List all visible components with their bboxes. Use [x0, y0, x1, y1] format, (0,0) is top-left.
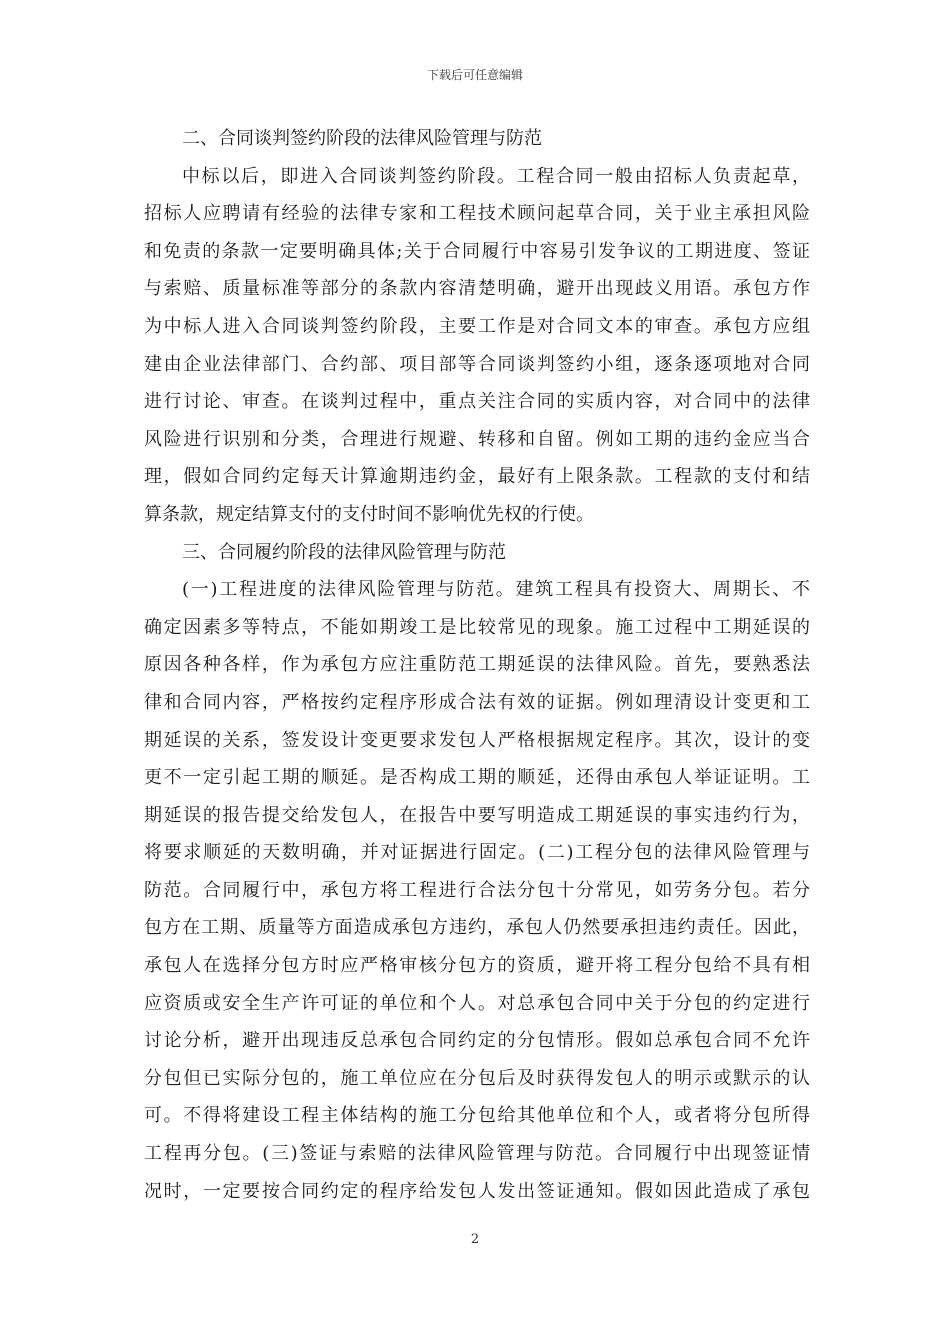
text-line: (一)工程进度的法律风险管理与防范。建筑工程具有投资大、周期长、不 — [182, 579, 810, 601]
text-line: 确定因素多等特点，不能如期竣工是比较常见的现象。施工过程中工期延误的 — [144, 616, 810, 638]
text-line: 三、合同履约阶段的法律风险管理与防范 — [182, 541, 506, 563]
text-line: 律和合同内容，严格按约定程序形成合法有效的证据。例如理清设计变更和工 — [144, 691, 810, 713]
text-line: 防范。合同履行中，承包方将工程进行合法分包十分常见，如劳务分包。若分 — [144, 879, 810, 901]
page-number: 2 — [470, 1232, 480, 1247]
text-line: 期延误的报告提交给发包人，在报告中要写明造成工期延误的事实违约行为， — [144, 804, 810, 826]
text-line: 更不一定引起工期的顺延。是否构成工期的顺延，还得由承包人举证证明。工 — [144, 767, 810, 789]
text-line: 进行讨论、审查。在谈判过程中，重点关注合同的实质内容，对合同中的法律 — [144, 391, 810, 413]
text-line: 算条款，规定结算支付的支付时间不影响优先权的行使。 — [144, 503, 594, 525]
text-line: 分包但已实际分包的，施工单位应在分包后及时获得发包人的明示或默示的认 — [144, 1067, 810, 1089]
text-line: 二、合同谈判签约阶段的法律风险管理与防范 — [182, 128, 542, 149]
text-line: 中标以后，即进入合同谈判签约阶段。工程合同一般由招标人负责起草， — [182, 165, 810, 187]
text-line: 承包人在选择分包方时应严格审核分包方的资质，避开将工程分包给不具有相 — [144, 955, 810, 977]
text-line: 招标人应聘请有经验的法律专家和工程技术顾问起草合同，关于业主承担风险 — [144, 203, 810, 225]
text-line: 将要求顺延的天数明确，并对证据进行固定。(二)工程分包的法律风险管理与 — [144, 842, 810, 864]
text-line: 况时，一定要按合同约定的程序给发包人发出签证通知。假如因此造成了承包 — [144, 1180, 810, 1202]
text-line: 原因各种各样，作为承包方应注重防范工期延误的法律风险。首先，要熟悉法 — [144, 654, 810, 676]
text-line: 期延误的关系，签发设计变更要求发包人严格根据规定程序。其次，设计的变 — [144, 729, 810, 751]
page-header: 下载后可任意编辑 — [426, 68, 523, 82]
text-line: 建由企业法律部门、合约部、项目部等合同谈判签约小组，逐条逐项地对合同 — [144, 353, 810, 375]
text-line: 和免责的条款一定要明确具体;关于合同履行中容易引发争议的工期进度、签证 — [144, 240, 810, 262]
text-line: 包方在工期、质量等方面造成承包方违约，承包人仍然要承担违约责任。因此， — [144, 917, 810, 939]
text-line: 为中标人进入合同谈判签约阶段，主要工作是对合同文本的审查。承包方应组 — [144, 315, 810, 337]
text-line: 可。不得将建设工程主体结构的施工分包给其他单位和个人，或者将分包所得 — [144, 1105, 810, 1127]
text-line: 与索赔、质量标准等部分的条款内容清楚明确，避开出现歧义用语。承包方作 — [144, 278, 810, 300]
text-line: 讨论分析，避开出现违反总承包合同约定的分包情形。假如总承包合同不允许 — [144, 1030, 810, 1052]
text-line: 风险进行识别和分类，合理进行规避、转移和自留。例如工期的违约金应当合 — [144, 428, 810, 450]
text-line: 应资质或安全生产许可证的单位和个人。对总承包合同中关于分包的约定进行 — [144, 992, 810, 1014]
text-line: 工程再分包。(三)签证与索赔的法律风险管理与防范。合同履行中出现签证情 — [144, 1143, 810, 1165]
body-text — [144, 120, 810, 1210]
text-line: 理，假如合同约定每天计算逾期违约金，最好有上限条款。工程款的支付和结 — [144, 466, 810, 488]
